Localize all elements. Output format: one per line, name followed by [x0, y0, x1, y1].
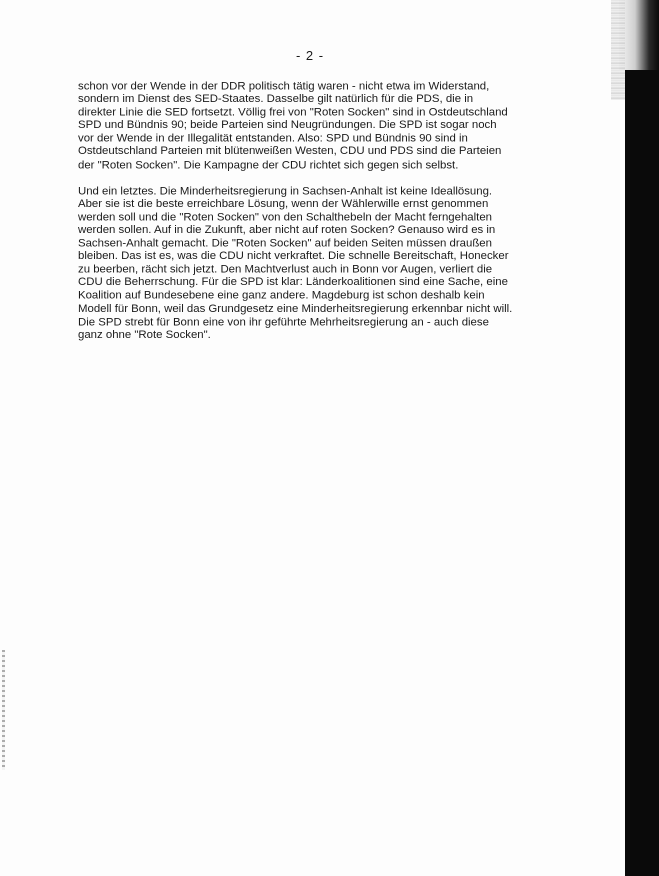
paragraph	[78, 80, 518, 172]
text-line: SPD und Bündnis 90; beide Parteien sind Neugründungen. Die SPD ist sogar noch	[78, 119, 497, 132]
scan-edge-top	[619, 0, 659, 70]
text-line: CDU die Beherrschung. Für die SPD ist klar: Länderkoalitionen sind eine Sache, eine	[78, 276, 508, 289]
text-line: Die SPD strebt für Bonn eine von ihr geführte Mehrheitsregierung an - auch diese	[78, 315, 489, 328]
text-line: Sachsen-Anhalt gemacht. Die "Roten Socken" auf beiden Seiten müssen draußen	[78, 237, 492, 250]
text-line: bleiben. Das ist es, was die CDU nicht verkraftet. Die schnelle Bereitschaft, Honecker	[78, 250, 509, 263]
page-number: - 2 -	[295, 48, 325, 63]
text-line: vor der Wende in der Illegalität entstanden. Also: SPD und Bündnis 90 sind in	[78, 132, 468, 145]
text-line: zu beerben, rächt sich jetzt. Den Machtverlust auch in Bonn vor Augen, verliert die	[78, 263, 493, 276]
text-line: werden soll und die "Roten Socken" von den Schalthebeln der Macht ferngehalten	[78, 211, 492, 224]
text-line: Aber sie ist die beste erreichbare Lösung, wenn der Wählerwille ernst genommen	[78, 197, 489, 210]
text-line: Koalition auf Bundesebene eine ganz andere. Magdeburg ist schon deshalb kein	[78, 289, 485, 302]
text-line: Modell für Bonn, weil das Grundgesetz eine Minderheitsregierung erkennbar nicht will.	[78, 302, 513, 315]
body-text	[78, 80, 518, 355]
text-line: werden sollen. Auf in die Zukunft, aber nicht auf roten Socken? Genauso wird es in	[78, 223, 496, 236]
text-line: direkter Linie die SED fortsetzt. Völlig frei von "Roten Socken" sind in Ostdeutschland	[78, 106, 508, 119]
scan-edge-bar	[625, 70, 659, 876]
paragraph	[78, 185, 518, 342]
text-line: sondern im Dienst des SED-Staates. Dasselbe gilt natürlich für die PDS, die in	[78, 93, 474, 106]
text-line: schon vor der Wende in der DDR politisch tätig waren - nicht etwa im Widerstand,	[78, 80, 490, 93]
text-line: Und ein letztes. Die Minderheitsregierung in Sachsen-Anhalt ist keine Ideallösung.	[78, 184, 493, 197]
scan-left-mark	[2, 650, 5, 770]
text-line: der "Roten Socken". Die Kampagne der CDU richtet sich gegen sich selbst.	[78, 158, 459, 171]
text-line: Ostdeutschland Parteien mit blütenweißen Westen, CDU und PDS sind die Parteien	[78, 145, 502, 158]
text-line: ganz ohne "Rote Socken".	[78, 328, 211, 341]
